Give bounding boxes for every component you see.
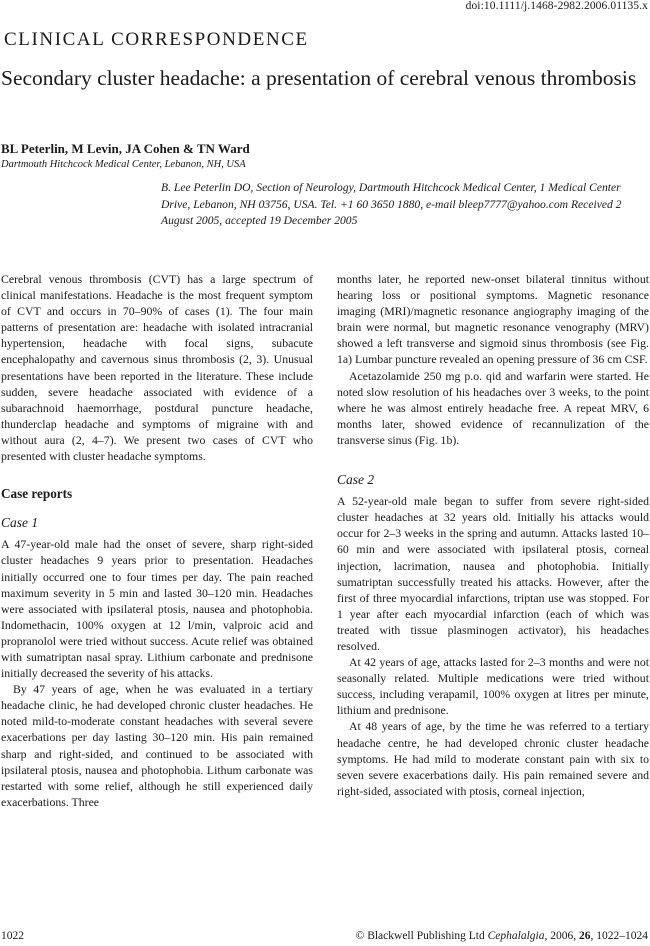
case1-paragraph-3: months later, he reported new-onset bilateral tinnitus without hearing loss or positional symptoms. Magnetic resonance imaging (MRI)/magnetic resonance angiography imaging of the brain were normal, but magnetic resonance venography (MRV) showed a left transverse and sigmoid sinus thrombosis (see Fig. 1a) Lumbar puncture revealed an opening pressure of 36 cm CSF.	[337, 272, 649, 367]
journal-name: Cephalalgia	[487, 930, 545, 942]
intro-paragraph: Cerebral venous thrombosis (CVT) has a large spectrum of clinical manifestations. Headache is the most frequent symptom of CVT and occurs in 70–90% of cases (1). The four main patterns of presentation are: headache with isolated intracranial hypertension, headache with focal signs, subacute encephalopathy and cavernous sinus thrombosis (2, 3). Unusual presentations have been reported in the literature. These include sudden, severe headache associated with evidence of a subarachnoid haemorrhage, postdural puncture headache, thunderclap headache and symptoms of migraine with and without aura (2, 4–7). We present two cases of CVT who presented with cluster headache symptoms.	[1, 272, 313, 464]
case2-paragraph-2: At 42 years of age, attacks lasted for 2–3 months and were not seasonally related. Multiple medications were tried without success, including verapamil, 100% oxygen at litres per minute, lithium and prednisone.	[337, 655, 649, 718]
page-number: 1022	[1, 930, 24, 942]
publisher-footer	[356, 930, 648, 942]
correspondence-block: B. Lee Peterlin DO, Section of Neurology, Dartmouth Hitchcock Medical Center, 1 Medical Center Drive, Lebanon, NH 03756, USA. Tel. +1 60 3650 1880, e-mail bleep7777@yahoo.com Received 2 August 2005, accepted 19 December 2005	[161, 181, 622, 227]
publisher-name: © Blackwell Publishing Ltd	[355, 930, 485, 942]
publication-year: , 2006,	[544, 930, 579, 942]
doi-line: doi:10.1111/j.1468-2982.2006.01135.x	[465, 0, 648, 12]
right-column	[337, 271, 649, 799]
article-title: Secondary cluster headache: a presentation of cerebral venous thrombosis	[1, 66, 637, 90]
case1-paragraph-4: Acetazolamide 250 mg p.o. qid and warfarin were started. He noted slow resolution of his headaches over 3 weeks, to the point where he was almost entirely headache free. A repeat MRV, 6 months later, showed evidence of recannulization of the transverse sinus (Fig. 1b).	[337, 368, 649, 447]
section-label: CLINICAL CORRESPONDENCE	[4, 29, 309, 50]
author-list: BL Peterlin, M Levin, JA Cohen & TN Ward	[1, 141, 250, 156]
left-column	[1, 271, 313, 810]
case2-paragraph-3: At 48 years of age, by the time he was referred to a tertiary headache centre, he had developed chronic cluster headache symptoms. He had mild to moderate constant pain with six to seven severe exacerbations daily. His pain remained severe and right-sided, associated with ptosis, corneal injection,	[337, 719, 649, 798]
case1-paragraph-1: A 47-year-old male had the onset of severe, sharp right-sided cluster headaches 9 years prior to presentation. Headaches initially occurred one to four times per day. The pain reached maximum severity in 5 min and lasted 30–120 min. Headaches were associated with ipsilateral ptosis, nausea and photophobia. Indomethacin, 100% oxygen at 12 l/min, valproic acid and propranolol were tried without success. Acute relief was obtained with sumatriptan nasal spray. Lithium carbonate and prednisone initially decreased the severity of his attacks.	[1, 537, 313, 681]
case1-paragraph-2: By 47 years of age, when he was evaluated in a tertiary headache clinic, he had developed chronic cluster headaches. He noted mild-to-moderate constant headaches with several severe exacerbations per day lasting 30–120 min. His pain remained sharp and right-sided, and continued to be associated with ipsilateral ptosis, nausea and photophobia. Lithum carbonate was restarted with some relief, although he still experienced daily exacerbations. Three	[1, 682, 313, 809]
case2-paragraph-1: A 52-year-old male began to suffer from severe right-sided cluster headaches at 32 years old. Initially his attacks would occur for 2–3 weeks in the spring and autumn. Attacks lasted 10–60 min and were associated with ipsilateral ptosis, corneal injection, lacrimation, nausea and photophobia. Initially sumatriptan successfully treated his attacks. However, after the first of three myocardial infarctions, triptan use was stopped. For 1 year after each myocardial infarction (each of which was treated with tissue plasminogen activator), his headaches resolved.	[337, 494, 649, 653]
case2-heading: Case 2	[337, 472, 375, 488]
case-reports-heading: Case reports	[1, 486, 73, 502]
volume-number: 26	[579, 930, 591, 942]
case1-heading: Case 1	[1, 515, 39, 531]
affiliation: Dartmouth Hitchcock Medical Center, Lebanon, NH, USA	[1, 159, 246, 170]
page-range: , 1022–1024	[590, 930, 648, 942]
